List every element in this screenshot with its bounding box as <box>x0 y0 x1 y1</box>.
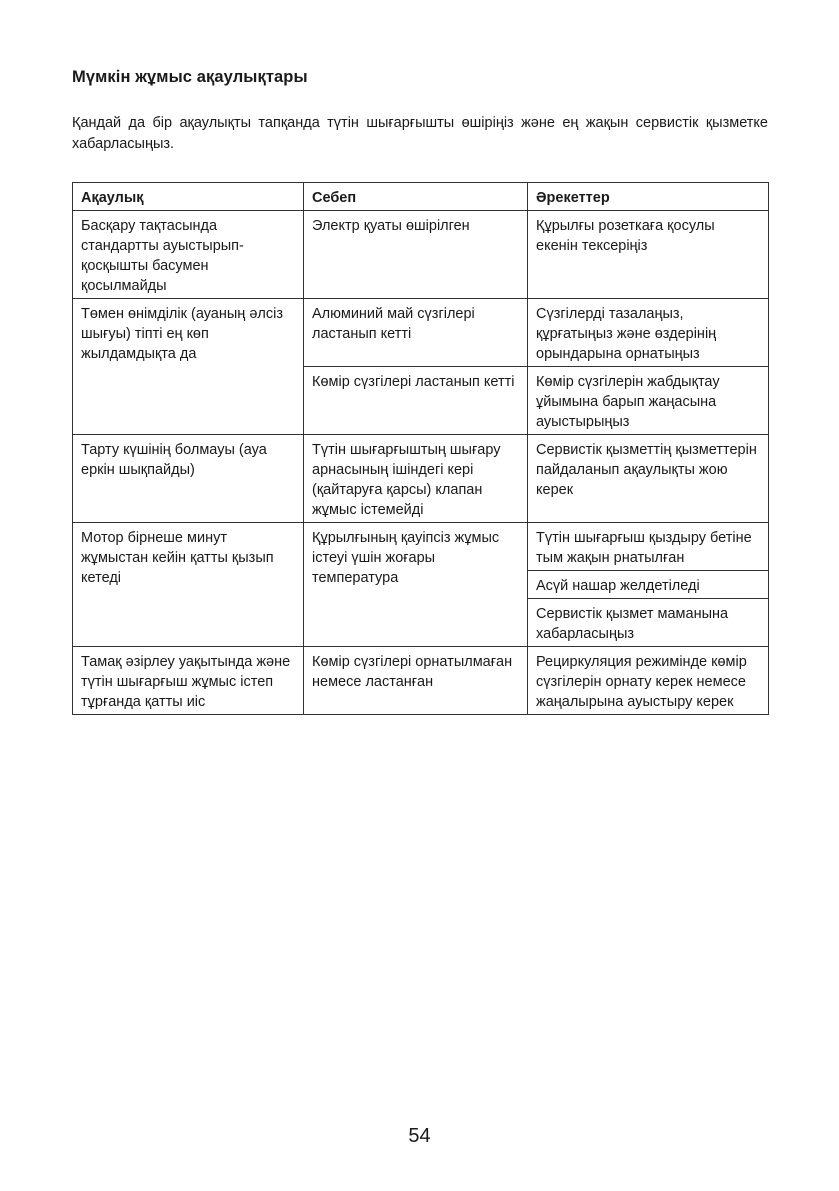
cause-cell: Алюминий май сүзгілері ластанып кетті <box>304 299 528 367</box>
problem-cell: Төмен өнімділік (ауаның әлсіз шығуы) тіпті ең көп жылдамдықта да <box>73 299 304 435</box>
action-cell: Сервистік қызметтің қызметтерін пайдаланып ақаулықты жою керек <box>528 435 769 523</box>
problem-cell: Тамақ әзірлеу уақытында және түтін шығарғыш жұмыс істеп тұрғанда қатты иіс <box>73 647 304 715</box>
table-row <box>73 523 769 571</box>
intro-paragraph: Қандай да бір ақаулықты тапқанда түтін шығарғышты өшіріңіз және ең жақын сервистік қызметке хабарласыңыз. <box>72 115 768 152</box>
action-cell: Құрылғы розеткаға қосулы екенін тексеріңіз <box>528 211 769 299</box>
action-cell: Рециркуляция режимінде көмір сүзгілерін орнату керек немесе жаңалырына ауыстыру керек <box>528 647 769 715</box>
cause-cell: Көмір сүзгілері орнатылмаған немесе ластанған <box>304 647 528 715</box>
action-cell: Түтін шығарғыш қыздыру бетіне тым жақын рнатылған <box>528 523 769 571</box>
cause-cell: Құрылғының қауіпсіз жұмыс істеуі үшін жоғары температура <box>304 523 528 647</box>
page-title: Мүмкін жұмыс ақаулықтары <box>72 68 308 86</box>
action-cell: Көмір сүзгілерін жабдықтау ұйымына барып жаңасына ауыстырыңыз <box>528 367 769 435</box>
problem-cell: Мотор бірнеше минут жұмыстан кейін қатты қызып кетеді <box>73 523 304 647</box>
problem-cell: Басқару тақтасында стандартты ауыстырып-қосқышты басумен қосылмайды <box>73 211 304 299</box>
header-problem: Ақаулық <box>73 183 304 211</box>
table-header-row <box>73 183 769 211</box>
action-cell: Сервистік қызмет маманына хабарласыңыз <box>528 599 769 647</box>
table-row <box>73 211 769 299</box>
table-row <box>73 647 769 715</box>
cause-cell: Көмір сүзгілері ластанып кетті <box>304 367 528 435</box>
troubleshooting-table <box>72 182 769 715</box>
header-actions: Әрекеттер <box>528 183 769 211</box>
action-cell: Асүй нашар желдетіледі <box>528 571 769 599</box>
problem-cell: Тарту күшінің болмауы (ауа еркін шықпайды) <box>73 435 304 523</box>
action-cell: Сүзгілерді тазалаңыз, құрғатыңыз және өздерінің орындарына орнатыңыз <box>528 299 769 367</box>
table-row <box>73 299 769 367</box>
cause-cell: Электр қуаты өшірілген <box>304 211 528 299</box>
header-cause: Себеп <box>304 183 528 211</box>
table-row <box>73 435 769 523</box>
cause-cell: Түтін шығарғыштың шығару арнасының ішіндегі кері (қайтаруға қарсы) клапан жұмыс істемейді <box>304 435 528 523</box>
page-number: 54 <box>408 1125 431 1147</box>
